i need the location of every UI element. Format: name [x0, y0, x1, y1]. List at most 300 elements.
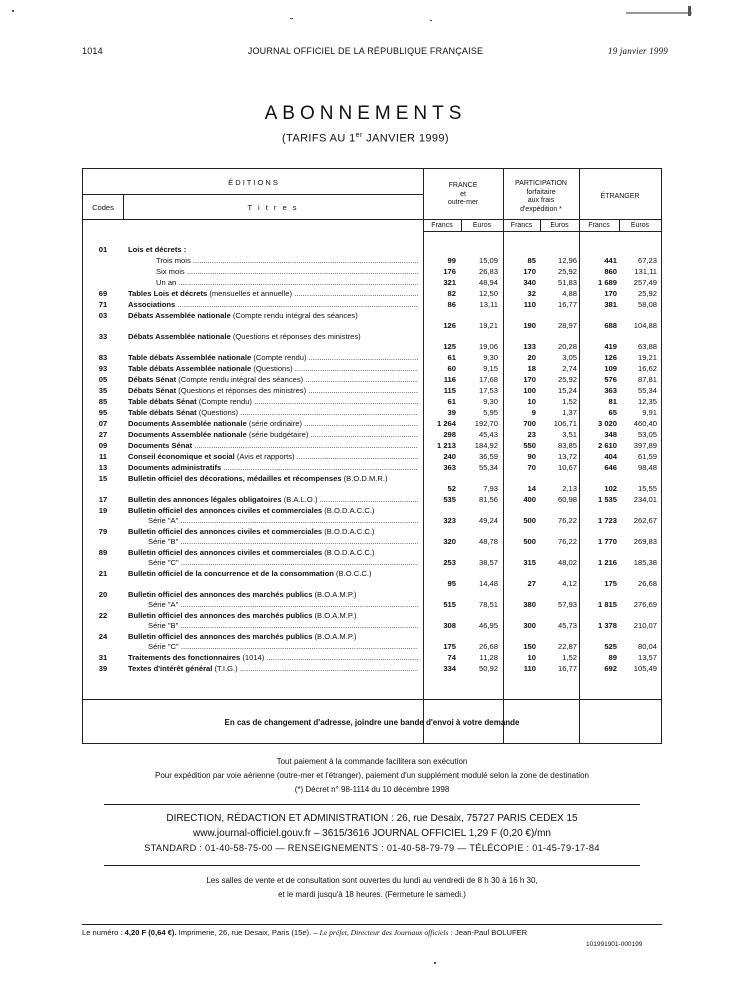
- row-value: 12,35: [637, 397, 657, 406]
- row-value: 95: [447, 579, 456, 588]
- row-value: 12,50: [478, 289, 498, 298]
- row-value: 19,21: [478, 321, 498, 330]
- row-value: 16,62: [637, 364, 657, 373]
- row-value: 9,30: [483, 353, 498, 362]
- row-value: 340: [523, 278, 536, 287]
- row-value: 19,06: [478, 342, 498, 351]
- row-title-note: (B.A.L.O.): [281, 495, 318, 504]
- row-value: 15,24: [557, 386, 577, 395]
- row-code: 31: [98, 653, 108, 662]
- titles-header: T i t r e s: [247, 203, 299, 212]
- row-value: 210,07: [633, 621, 657, 630]
- row-title-text: Tables Lois et décrets: [128, 289, 208, 298]
- row-value: 55,34: [478, 463, 498, 472]
- row-value: 515: [443, 600, 456, 609]
- scan-speck: [434, 962, 436, 964]
- row-value: 16,77: [557, 300, 577, 309]
- row-title: [128, 300, 418, 309]
- row-value: 170: [523, 375, 536, 384]
- row-title-text: Documents Assemblée nationale: [128, 430, 247, 439]
- row-title-note: (B.O.A.M.P.): [312, 632, 357, 641]
- row-value: 175: [443, 642, 456, 651]
- row-value: 9,15: [483, 364, 498, 373]
- row-value: 1 213: [436, 441, 456, 450]
- row-title-note: (B.O.D.M.R.): [341, 474, 388, 483]
- row-value: 3 020: [597, 419, 617, 428]
- row-value: 50,92: [478, 664, 498, 673]
- row-title-text: Bulletin officiel des annonces des marchés publics: [128, 590, 313, 599]
- row-value: 83,85: [557, 441, 577, 450]
- row-title: [128, 506, 418, 516]
- row-title: [128, 364, 418, 373]
- row-code: 89: [98, 548, 108, 557]
- row-title: [128, 397, 418, 406]
- row-value: 126: [604, 353, 617, 362]
- row-value: 1,52: [562, 397, 577, 406]
- row-title: [128, 474, 418, 484]
- row-title: [128, 353, 418, 362]
- row-value: 419: [604, 342, 617, 351]
- row-title-text: Documents Sénat: [128, 441, 193, 450]
- row-value: 133: [523, 342, 536, 351]
- sales-hours: [104, 874, 640, 902]
- row-title-text: Table débats Sénat: [128, 408, 197, 417]
- row-value: 381: [604, 300, 617, 309]
- row-value: 25,92: [557, 375, 577, 384]
- row-code: 20: [98, 590, 108, 599]
- director-label: Le préfet, Directeur des Journaux officiels :: [319, 928, 453, 937]
- footer-rule: [82, 924, 662, 925]
- row-value: 315: [523, 558, 536, 567]
- row-title-note: (Compte rendu): [196, 397, 252, 406]
- row-value: 76,22: [557, 537, 577, 546]
- row-title-text: Bulletin officiel des décorations, médailles et récompenses: [128, 474, 342, 483]
- row-title-note: (B.O.C.C.): [333, 569, 372, 578]
- row-value: 17,68: [478, 375, 498, 384]
- page-title: ABONNEMENTS: [264, 103, 467, 124]
- row-title-text: Bulletin officiel des annonces des marchés publics: [128, 611, 313, 620]
- row-value: 1 723: [597, 516, 617, 525]
- row-value: 15,09: [478, 256, 498, 265]
- row-value: 116: [443, 375, 456, 384]
- row-value: 85: [527, 256, 536, 265]
- scan-speck: [626, 12, 692, 14]
- row-value: 7,93: [483, 484, 498, 493]
- row-title: [128, 527, 418, 537]
- row-value: 45,43: [478, 430, 498, 439]
- row-title: [128, 386, 418, 395]
- row-title-text: Débats Sénat: [128, 386, 177, 395]
- col-header-euros: Euros: [472, 222, 492, 229]
- row-code: 13: [98, 463, 108, 472]
- row-value: 110: [523, 664, 536, 673]
- row-value: 90: [527, 452, 536, 461]
- row-title-text: Bulletin officiel des annonces civiles et commerciales: [128, 506, 323, 515]
- row-value: 184,92: [474, 441, 498, 450]
- row-value: 38,57: [478, 558, 498, 567]
- row-value: 81,56: [478, 495, 498, 504]
- row-value: 1 770: [597, 537, 617, 546]
- row-sublabel: Un an .....: [128, 278, 418, 287]
- row-value: 13,11: [479, 300, 498, 309]
- row-value: 14,48: [478, 579, 498, 588]
- row-title-text: Documents Assemblée nationale: [128, 419, 247, 428]
- row-value: 253: [443, 558, 456, 567]
- row-title-text: Bulletin officiel des annonces des marchés publics: [128, 632, 313, 641]
- scan-speck: [430, 20, 432, 21]
- row-title: [128, 653, 418, 662]
- row-value: 25,92: [557, 267, 577, 276]
- row-value: 1 378: [597, 621, 617, 630]
- row-value: 1 264: [436, 419, 456, 428]
- row-value: 441: [604, 256, 617, 265]
- row-value: 10: [527, 653, 536, 662]
- participation-header: PARTICIPATION forfaitaire aux frais d'expédition *: [515, 180, 567, 213]
- issue-date: 19 janvier 1999: [608, 46, 668, 56]
- row-value: 3,05: [562, 353, 577, 362]
- row-title-note: (Questions): [251, 364, 293, 373]
- row-value: 45,73: [557, 621, 577, 630]
- row-title: [128, 408, 418, 417]
- row-code: 83: [98, 353, 108, 362]
- col-header-francs: Francs: [431, 222, 453, 229]
- row-value: 87,81: [637, 375, 657, 384]
- director-name: Jean-Paul BOLUFER: [452, 928, 528, 937]
- row-value: 22,87: [557, 642, 577, 651]
- row-value: 348: [604, 430, 617, 439]
- row-value: 63,88: [637, 342, 657, 351]
- row-value: 400: [523, 495, 536, 504]
- row-value: 380: [523, 600, 536, 609]
- row-value: 192,70: [474, 419, 498, 428]
- row-value: 700: [523, 419, 536, 428]
- row-value: 131,11: [634, 267, 657, 276]
- row-title: [128, 419, 418, 428]
- row-code: 79: [98, 527, 108, 536]
- row-value: 276,69: [633, 600, 657, 609]
- row-value: 98,48: [637, 463, 657, 472]
- row-value: 36,59: [478, 452, 498, 461]
- row-value: 460,40: [633, 419, 657, 428]
- row-value: 89: [608, 653, 617, 662]
- row-value: 57,93: [557, 600, 577, 609]
- row-value: 78,51: [478, 600, 498, 609]
- row-title: [128, 375, 418, 384]
- row-code: 03: [98, 311, 108, 320]
- row-title-note: (série ordinaire): [246, 419, 303, 428]
- row-code: 71: [98, 300, 108, 309]
- row-value: 70: [527, 463, 536, 472]
- row-title-note: (Questions): [196, 408, 239, 417]
- subtitle-superscript: er: [355, 132, 363, 139]
- etranger-header: ÉTRANGER: [600, 193, 640, 200]
- row-value: 363: [443, 463, 456, 472]
- row-value: 48,02: [557, 558, 577, 567]
- row-title-note: (Compte rendu intégral des séances): [176, 375, 304, 384]
- row-code: 07: [98, 419, 108, 428]
- row-value: 2 610: [597, 441, 617, 450]
- row-value: 5,95: [483, 408, 498, 417]
- direction-phones: STANDARD : 01-40-58-75-00 — RENSEIGNEMENTS : 01-40-58-79-79 — TÉLÉCOPIE : 01-45-79-17-84: [144, 843, 600, 853]
- row-title-text: Débats Assemblée nationale: [128, 332, 231, 341]
- printer-info: Imprimerie, 26, rue Desaix, Paris (15e). –: [176, 928, 320, 937]
- row-value: 175: [604, 579, 617, 588]
- row-value: 500: [523, 537, 536, 546]
- footer-code: 101991901-000199: [586, 941, 643, 948]
- row-value: 262,67: [633, 516, 657, 525]
- scan-speck: [290, 18, 293, 19]
- address-change-notice: En cas de changement d'adresse, joindre une bande d'envoi à votre demande: [224, 718, 520, 727]
- row-value: 170: [604, 289, 617, 298]
- row-value: 646: [604, 463, 617, 472]
- row-code: 21: [98, 569, 108, 578]
- row-value: 257,49: [633, 278, 657, 287]
- row-title: [128, 495, 418, 504]
- row-value: 10,67: [557, 463, 577, 472]
- row-value: 60,98: [557, 495, 577, 504]
- row-title-note: (B.O.D.A.C.C.): [322, 548, 375, 557]
- row-title: [128, 548, 418, 558]
- row-title: [128, 452, 418, 461]
- row-title-text: Traitements des fonctionnaires: [128, 653, 241, 662]
- row-value: 19,21: [637, 353, 657, 362]
- row-value: 58,08: [637, 300, 657, 309]
- row-value: 4,12: [562, 579, 577, 588]
- row-value: 110: [523, 300, 536, 309]
- subtitle-text: (TARIFS AU 1: [281, 132, 356, 145]
- direction-box: [104, 804, 640, 866]
- row-title-text: Textes d'intérêt général: [128, 664, 213, 673]
- decree-note: (*) Décret n° 98-1114 du 10 décembre 1998: [294, 785, 450, 794]
- row-value: 48,78: [478, 537, 498, 546]
- row-code: 27: [98, 430, 108, 439]
- direction-address: DIRECTION, RÉDACTION ET ADMINISTRATION : 26, rue Desaix, 75727 PARIS CEDEX 15: [166, 813, 578, 824]
- page-number: 1014: [82, 46, 103, 56]
- row-code: 17: [98, 495, 108, 504]
- payment-line: Tout paiement à la commande facilitera son exécution: [276, 757, 468, 766]
- row-value: 25,92: [637, 289, 657, 298]
- row-value: 550: [523, 441, 536, 450]
- row-code: 93: [98, 364, 108, 373]
- row-value: 1 535: [597, 495, 617, 504]
- row-value: 99: [447, 256, 456, 265]
- row-value: 115: [443, 386, 456, 395]
- row-value: 32: [527, 289, 536, 298]
- row-value: 688: [604, 321, 617, 330]
- row-code: 35: [98, 386, 108, 395]
- row-value: 300: [523, 621, 536, 630]
- row-value: 61: [447, 353, 456, 362]
- row-title-text: Associations: [128, 300, 176, 309]
- payment-line: Pour expédition par voie aérienne (outre-mer et l'étranger), paiement d'un supplément modulé selon la zone de destination: [155, 771, 589, 780]
- row-value: 334: [443, 664, 456, 673]
- row-value: 404: [604, 452, 617, 461]
- row-sublabel: Série "A" .....: [128, 516, 418, 525]
- row-value: 170: [523, 267, 536, 276]
- row-title-note: (B.O.A.M.P.): [312, 611, 357, 620]
- row-title-note: (Questions et réponses des ministres): [230, 332, 361, 341]
- direction-web: www.journal-officiel.gouv.fr – 3615/3616 JOURNAL OFFICIEL 1,29 F (0,20 €)/mn: [193, 828, 551, 839]
- row-value: 49,24: [478, 516, 498, 525]
- row-value: 9: [531, 408, 536, 417]
- row-value: 76,22: [557, 516, 577, 525]
- row-title-text: Bulletin officiel de la concurrence et de la consommation: [128, 569, 334, 578]
- row-title: [128, 611, 418, 621]
- row-value: 74: [447, 653, 456, 662]
- payment-info: [82, 755, 662, 797]
- row-value: 9,91: [642, 408, 657, 417]
- row-value: 102: [604, 484, 617, 493]
- row-value: 323: [443, 516, 456, 525]
- row-title-note: (T.I.G.): [212, 664, 238, 673]
- row-value: 692: [604, 664, 617, 673]
- row-code: 15: [98, 474, 108, 483]
- row-title: [128, 590, 418, 600]
- row-value: 308: [443, 621, 456, 630]
- row-value: 46,95: [478, 621, 498, 630]
- row-value: 1 815: [597, 600, 617, 609]
- row-value: 15,55: [637, 484, 657, 493]
- row-title: [128, 245, 418, 254]
- row-title-text: Débats Assemblée nationale: [128, 311, 231, 320]
- row-value: 150: [523, 642, 536, 651]
- row-value: 81: [608, 397, 617, 406]
- row-value: 104,88: [633, 321, 657, 330]
- row-value: 1,52: [562, 653, 577, 662]
- row-title-text: Table débats Sénat: [128, 397, 197, 406]
- row-title-text: Bulletin des annonces légales obligatoires: [128, 495, 282, 504]
- row-title-note: (B.O.D.A.C.C.): [322, 527, 375, 536]
- row-value: 240: [443, 452, 456, 461]
- row-code: 01: [98, 245, 108, 254]
- row-value: 55,34: [637, 386, 657, 395]
- row-code: 39: [98, 664, 108, 673]
- row-title: [128, 311, 418, 321]
- row-value: 4,88: [562, 289, 577, 298]
- footer: [82, 928, 672, 937]
- row-title: [128, 463, 418, 472]
- row-value: 3,51: [562, 430, 577, 439]
- row-title: [128, 569, 418, 579]
- scan-speck: [12, 10, 14, 12]
- row-value: 176: [443, 267, 456, 276]
- row-title-text: Bulletin officiel des annonces civiles et commerciales: [128, 527, 323, 536]
- row-value: 185,38: [633, 558, 657, 567]
- subtitle-text-end: JANVIER 1999): [362, 132, 449, 145]
- row-title-text: Conseil économique et social: [128, 452, 235, 461]
- row-title-note: (Questions et réponses des ministres): [176, 386, 307, 395]
- row-title-text: Lois et décrets :: [128, 245, 187, 254]
- row-code: 69: [98, 289, 108, 298]
- row-title-note: (Compte rendu): [251, 353, 307, 362]
- row-code: 95: [98, 408, 108, 417]
- row-value: 12,96: [557, 256, 577, 265]
- row-title: [128, 632, 418, 642]
- row-value: 106,71: [553, 419, 577, 428]
- row-value: 26,68: [637, 579, 657, 588]
- row-value: 61: [447, 397, 456, 406]
- row-value: 535: [443, 495, 456, 504]
- row-value: 125: [443, 342, 456, 351]
- sales-line: Les salles de vente et de consultation sont ouvertes du lundi au vendredi de 8 h 30 à 16 h 30,: [206, 876, 538, 885]
- row-value: 1 216: [597, 558, 617, 567]
- row-title: [128, 332, 418, 342]
- col-header-euros: Euros: [630, 222, 650, 229]
- row-title-note: (mensuelles et annuelle): [207, 289, 293, 298]
- row-value: 11,28: [479, 653, 498, 662]
- row-value: 1,37: [562, 408, 577, 417]
- row-value: 26,68: [478, 642, 498, 651]
- row-value: 16,77: [557, 664, 577, 673]
- row-value: 320: [443, 537, 456, 546]
- row-value: 109: [604, 364, 617, 373]
- row-sublabel: Série "A" .....: [128, 600, 418, 609]
- editions-header: É D I T I O N S: [228, 178, 278, 187]
- row-value: 298: [443, 430, 456, 439]
- row-value: 397,89: [633, 441, 657, 450]
- price-label: Le numéro :: [82, 928, 125, 937]
- row-value: 13,72: [557, 452, 577, 461]
- codes-header: Codes: [92, 203, 114, 212]
- col-header-francs: Francs: [588, 222, 610, 229]
- row-title-note: (série budgétaire): [246, 430, 309, 439]
- row-sublabel: Série "B" .....: [128, 537, 418, 546]
- row-value: 39: [447, 408, 456, 417]
- row-value: 9,30: [483, 397, 498, 406]
- row-value: 28,97: [557, 321, 577, 330]
- row-sublabel: Série "B" .....: [128, 621, 418, 630]
- row-value: 10: [527, 397, 536, 406]
- row-value: 17,53: [478, 386, 498, 395]
- row-sublabel: Six mois .....: [128, 267, 418, 276]
- row-value: 23: [527, 430, 536, 439]
- row-value: 86: [447, 300, 456, 309]
- row-title: [128, 289, 418, 298]
- row-code: 19: [98, 506, 108, 515]
- row-title: [128, 441, 418, 450]
- row-value: 525: [604, 642, 617, 651]
- row-value: 53,05: [637, 430, 657, 439]
- row-title-text: Documents administratifs: [128, 463, 222, 472]
- row-code: 85: [98, 397, 108, 406]
- row-title-note: (B.O.D.A.C.C.): [322, 506, 375, 515]
- row-value: 65: [608, 408, 617, 417]
- row-value: 500: [523, 516, 536, 525]
- row-title: [128, 430, 418, 439]
- row-value: 60: [447, 364, 456, 373]
- row-title-text: Table débats Assemblée nationale: [128, 353, 252, 362]
- row-title-note: (Compte rendu intégral des séances): [230, 311, 358, 320]
- france-header: FRANCE et outre-mer: [447, 182, 479, 206]
- row-value: 20,28: [557, 342, 577, 351]
- row-value: 363: [604, 386, 617, 395]
- row-title-note: (B.O.A.M.P.): [312, 590, 357, 599]
- row-value: 576: [604, 375, 617, 384]
- row-value: 234,01: [633, 495, 657, 504]
- row-value: 20: [527, 353, 536, 362]
- row-value: 61,59: [637, 452, 657, 461]
- row-value: 51,83: [557, 278, 577, 287]
- sales-line: et le mardi jusqu'à 18 heures. (Fermeture le samedi.): [278, 890, 466, 899]
- tariff-table: [82, 168, 662, 744]
- row-sublabel: Série "C" .....: [128, 558, 418, 567]
- row-value: 26,83: [478, 267, 498, 276]
- row-value: 13,57: [637, 653, 657, 662]
- row-code: 22: [98, 611, 108, 620]
- row-value: 48,94: [478, 278, 498, 287]
- row-sublabel: Trois mois .....: [128, 256, 418, 265]
- row-value: 190: [523, 321, 536, 330]
